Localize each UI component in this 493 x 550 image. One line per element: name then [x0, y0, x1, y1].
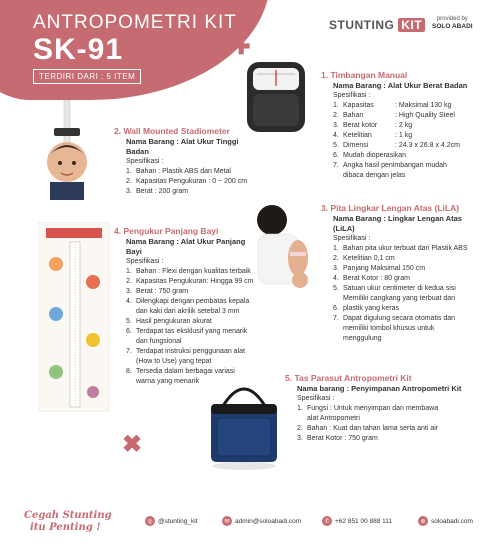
provided-by-label: provided by: [436, 16, 468, 22]
cross-icon: ✖: [122, 431, 143, 458]
spec-item: 5. Satuan ukur centimeter di kedua sisi: [333, 285, 456, 292]
spec-item: 6. Mudah dioperasikan: [333, 152, 407, 159]
spec-item: 3. Panjang Maksimal 150 cm: [333, 265, 426, 272]
tagline-line2: itu Penting !: [30, 522, 101, 533]
spec-label: Spesifikasi :: [126, 258, 164, 265]
item-pengukur-bayi: [114, 226, 274, 387]
spec-item: 5. Hasil pengukuran akurat: [126, 318, 212, 325]
contact-email[interactable]: ✉ admin@soloabadi.com: [222, 516, 301, 526]
brand-name: STUNTING: [329, 18, 395, 32]
spec-item: 3. Berat : 750 gram: [126, 288, 189, 295]
item-name: Nama Barang : Alat Ukur Panjang: [126, 237, 246, 246]
spec-item: memiliki tombol khusus untuk: [343, 325, 435, 332]
tagline-line1: Cegah Stunting: [24, 510, 112, 521]
spec-item: 2. Kapasitas Pengukuran: Hingga 99 cm: [126, 278, 254, 285]
spec-item: 2. Ketelitian 0,1 cm: [333, 255, 395, 262]
brand-accent: KIT: [398, 18, 425, 32]
item-title: 2. Wall Mounted Stadiometer: [114, 126, 230, 136]
spec-item: (How to Use) yang tepat: [136, 358, 212, 365]
item-title: 1. Timbangan Manual: [321, 70, 408, 80]
spec-item: 6. plastik yang keras: [333, 305, 400, 312]
instagram-icon: ◎: [145, 516, 155, 526]
spec-item: dan kaki dari akrilik setebal 3 mm: [136, 308, 240, 315]
spec-item: Memiliki cangkang yang terbuat dari: [343, 295, 456, 302]
item-name-cont: Bayi: [126, 247, 142, 256]
globe-icon: ⊕: [418, 516, 428, 526]
spec-item: 3. Berat Kotor : 750 gram: [297, 435, 378, 442]
spec-item: 6. Terdapat tas eksklusif yang menarik: [126, 328, 248, 335]
spec-item: 2. Kapasitas Pengukuran : 0 ~ 200 cm: [126, 178, 248, 185]
item-tas-parasut: [285, 373, 485, 444]
spec-item: 4. Dilengkapi dengan pembatas kepala: [126, 298, 250, 305]
bathroom-scale-image: [241, 60, 311, 135]
item-name: Nama Barang : Lingkar Lengan Atas: [333, 214, 462, 223]
baby-length-mat-image: [38, 222, 110, 412]
spec-item: 4. Berat Kotor : 80 gram: [333, 275, 410, 282]
item-lila: [321, 203, 491, 344]
spec-item: 7. Angka hasil penimbangan mudah: [333, 162, 447, 169]
item-name: Nama Barang : Alat Ukur Tinggi: [126, 137, 239, 146]
page-title: ANTROPOMETRI KIT: [33, 12, 237, 33]
spec-item: dan fungsional: [136, 338, 182, 345]
spec-label: Spesifikasi :: [126, 158, 164, 165]
spec-item: menggulung: [343, 335, 382, 342]
spec-item: 1. Bahan : Plastik ABS dan Metal: [126, 168, 231, 175]
spec-row: 1. Kapasitas : Maksimal 130 kg: [333, 102, 452, 109]
contact-instagram[interactable]: ◎ @stunting_kit: [145, 516, 197, 526]
spec-item: alat Antropometri: [307, 415, 360, 422]
carrying-bag-image: [205, 378, 283, 473]
spec-row: 2. Bahan : High Quality Steel: [333, 112, 455, 119]
spec-item: dibaca dengan jelas: [343, 172, 406, 179]
spec-label: Spesifikasi :: [333, 235, 371, 242]
item-name-cont: Badan: [126, 147, 149, 156]
spec-row: 5. Dimensi : 24.3 x 26.8 x 4.2cm: [333, 142, 460, 149]
spec-item: 7. Dapat digulung secara otomatis dan: [333, 315, 456, 322]
spec-item: 1. Bahan : Flexi dengan kualitas terbaik: [126, 268, 251, 275]
item-title: 4. Pengukur Panjang Bayi: [114, 226, 219, 236]
spec-item: warna yang menarik: [136, 378, 200, 385]
spec-label: Spesifikasi :: [333, 92, 371, 99]
item-name-cont: (LiLA): [333, 224, 355, 233]
stadiometer-child-image: [30, 100, 105, 200]
spec-item: 1. Bahan pita ukur terbuat dari Plastik ABS: [333, 245, 468, 252]
phone-icon: ✆: [322, 516, 332, 526]
email-icon: ✉: [222, 516, 232, 526]
item-timbangan: [321, 70, 491, 181]
plus-icon: ✚: [232, 34, 251, 59]
spec-row: 3. Berat kotor : 2 kg: [333, 122, 413, 129]
spec-item: 3. Berat : 200 gram: [126, 188, 189, 195]
contact-website[interactable]: ⊕ soloabadi.com: [418, 516, 473, 526]
spec-row: 4. Ketelitian : 1 kg: [333, 132, 413, 139]
spec-item: 1. Fungsi : Untuk menyimpan dan membawa: [297, 405, 439, 412]
item-name: Nama Barang : Alat Ukur Berat Badan: [333, 81, 468, 90]
item-name: Nama barang : Penyimpanan Antropometri Kit: [297, 384, 462, 393]
provider-name: SOLO ABADI: [432, 22, 473, 30]
spec-item: 8. Tersedia dalam berbagai variasi: [126, 368, 235, 375]
provider-credit: [432, 16, 473, 31]
brand-logo: [329, 18, 425, 32]
spec-item: 7. Terdapat instruksi penggunaan alat: [126, 348, 245, 355]
item-title: 3. Pita Lingkar Lengan Atas (LiLA): [321, 203, 460, 213]
contact-phone[interactable]: ✆ +62 851 00 888 111: [322, 516, 392, 526]
spec-label: Spesifikasi :: [297, 395, 335, 402]
item-title: 5. Tas Parasut Antropometri Kit: [285, 373, 412, 383]
campaign-tagline: [24, 510, 112, 534]
item-count-badge: TERDIRI DARI : 5 ITEM: [33, 69, 141, 84]
model-name: SK-91: [33, 33, 124, 66]
spec-item: 2. Bahan : Kuat dan tahan lama serta anti air: [297, 425, 439, 432]
item-stadiometer: [114, 126, 264, 197]
